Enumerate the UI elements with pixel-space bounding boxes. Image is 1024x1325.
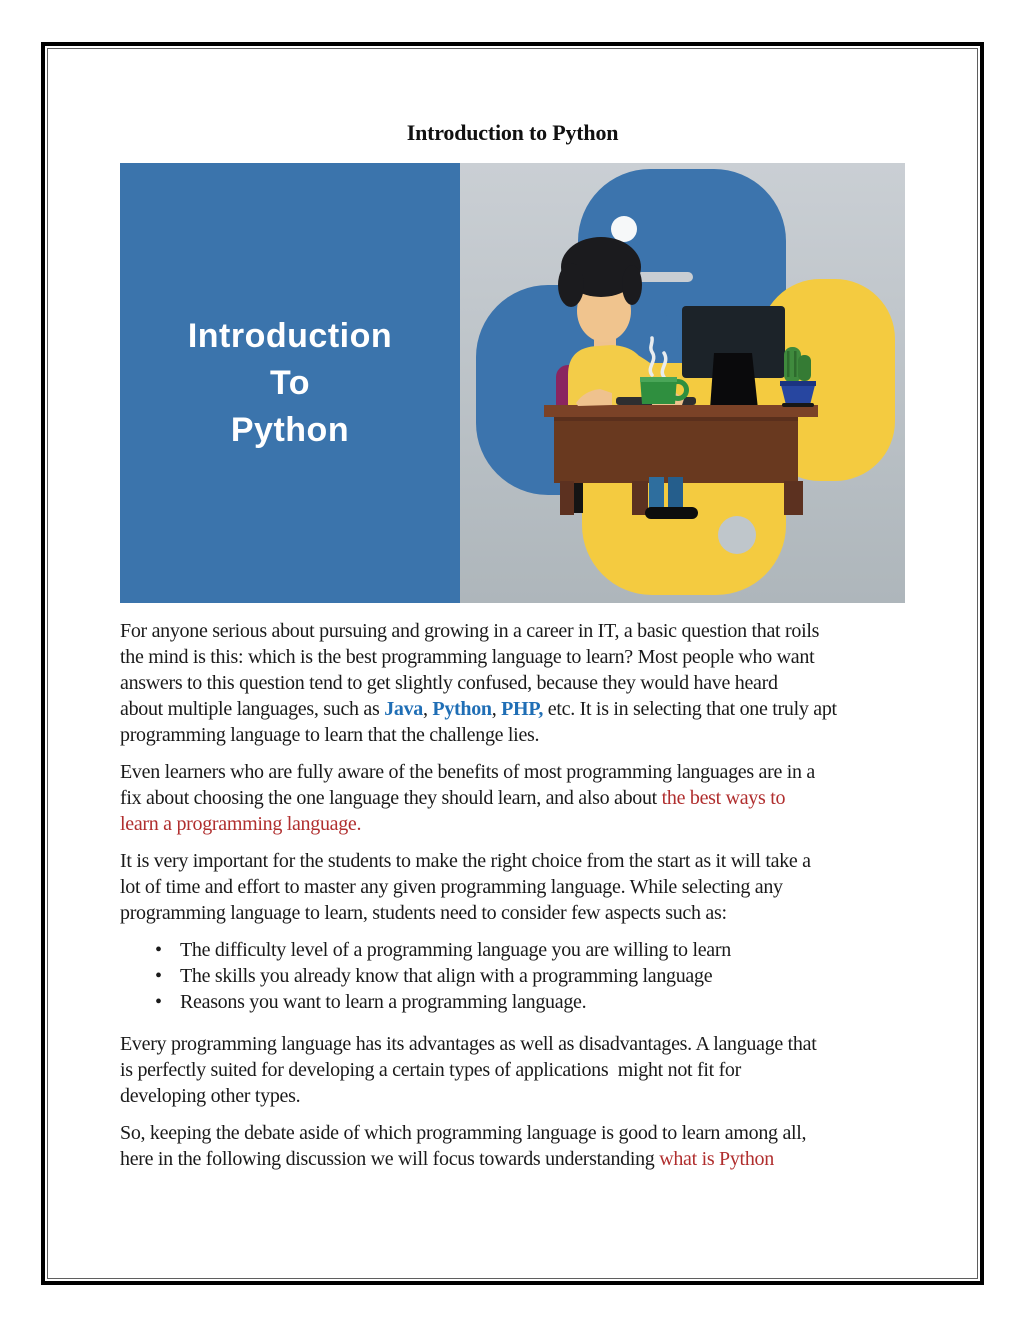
pot-rim [780,381,816,386]
paragraph [120,848,905,926]
paragraph-line [120,1120,905,1146]
hero-panel-line: Python [230,410,350,449]
pot-saucer [782,403,814,407]
body-text: So, keeping the debate aside of which programming language is good to learn among all, [120,1122,807,1144]
body-text: here in the following discussion we will focus towards understanding [120,1148,660,1170]
list-item [155,989,905,1015]
paragraph-line [120,785,905,811]
paragraph-line [120,1083,905,1109]
bullet-list [120,937,905,1015]
jeans-leg [649,477,664,511]
paragraph-line [120,722,905,748]
hero-left-panel [120,163,460,603]
topic-link[interactable]: the best ways to [661,787,786,809]
logo-eye-gray [718,516,756,554]
body-text: etc. It is in selecting that one truly apt [543,698,837,720]
paragraph [120,759,905,837]
body-text: about multiple languages, such as [120,698,385,720]
shoes [645,507,698,519]
body-text: developing other types. [120,1085,301,1107]
paragraph [120,618,905,748]
topic-link[interactable]: learn a programming language. [120,813,362,835]
desk-leg [560,481,574,515]
paragraph-line [120,670,905,696]
logo-slot [636,272,693,282]
body-text: fix about choosing the one language they should learn, and also about [120,787,662,809]
bullet-text: The skills you already know that align with a programming language [180,965,713,987]
paragraph-line [120,644,905,670]
document-title: Introduction to Python [406,120,619,145]
hero-panel-text [188,313,392,454]
paragraph-line [120,618,905,644]
paragraph [120,1031,905,1109]
desk-leg [784,481,803,515]
body-text: lot of time and effort to master any given programming language. While selecting any [120,876,783,898]
chair-leg [574,483,583,513]
bullet-icon: • [155,991,162,1013]
paragraph [120,1120,905,1172]
body-text: the mind is this: which is the best programming language to learn? Most people who want [120,646,815,668]
document-body [120,618,905,1172]
desk-top [544,405,818,417]
hero-panel-line: Introduction [187,316,393,355]
body-text: For anyone serious about pursuing and growing in a career in IT, a basic question that roils [120,620,820,642]
body-text: programming language to learn, students need to consider few aspects such as: [120,902,727,924]
hero-panel-line: To [269,363,310,402]
language-link[interactable]: Java [384,698,423,720]
paragraph-line [120,759,905,785]
document-page [41,42,984,1285]
body-text: Every programming language has its advantages as well as disadvantages. A language that [120,1033,817,1055]
bullet-icon: • [155,939,162,961]
monitor-stand [710,353,758,409]
list-item [155,963,905,989]
paragraph-line [120,848,905,874]
paragraph-line [120,696,905,722]
paragraph-line [120,874,905,900]
body-text: answers to this question tend to get slightly confused, because they would have heard [120,672,778,694]
hero-illustration [460,163,905,603]
desk-leg [632,481,648,515]
document-content [45,46,905,1172]
paragraph-line [120,811,905,837]
jeans-leg [668,477,683,511]
language-link[interactable]: PHP, [501,698,544,720]
hero-image [120,163,905,603]
bullet-text: The difficulty level of a programming language you are willing to learn [180,939,731,961]
logo-eye-white [611,216,637,242]
desk [544,405,818,417]
language-link[interactable]: Python [432,698,492,720]
bullet-text: Reasons you want to learn a programming language. [180,991,587,1013]
body-text: , [491,698,502,720]
body-text: , [423,698,433,720]
body-text: Even learners who are fully aware of the benefits of most programming languages are in a [120,761,815,783]
bullet-icon: • [155,965,162,987]
programmer-illustration [460,163,905,603]
list-item [155,937,905,963]
paragraph-line [120,1031,905,1057]
body-text: programming language to learn that the challenge lies. [120,724,540,746]
paragraph-line [120,900,905,926]
paragraph-line [120,1146,905,1172]
body-text: is perfectly suited for developing a certain types of applications might not fit for [120,1059,741,1081]
body-text: It is very important for the students to make the right choice from the start as it will take a [120,850,811,872]
paragraph-line [120,1057,905,1083]
mug-rim [640,377,677,382]
topic-link[interactable]: what is Python [659,1148,774,1170]
